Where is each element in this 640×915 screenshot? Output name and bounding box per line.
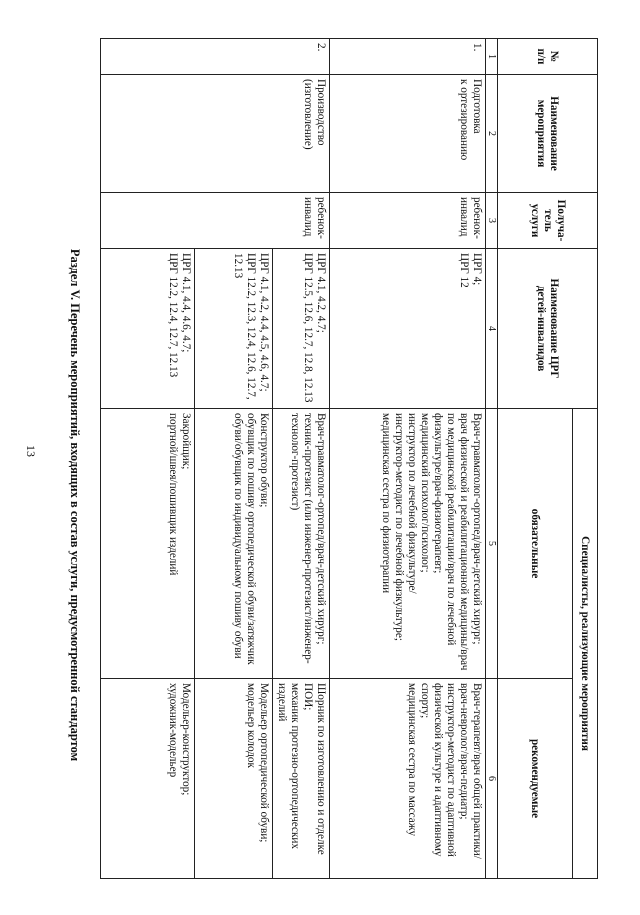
table-row [330,39,486,879]
row-activity-name: Подготовка к ортезированию [330,75,486,193]
row-cpg: ЦРГ 4.1, 4.4, 4.6, 4.7; ЦРГ 12.2, 12.4, 12.7, 12.13 [101,249,195,409]
row-mandatory-specialists: Закройщик; портной/швея/пошивщик изделий [101,409,195,679]
header-activity-name: Наименование мероприятия [498,75,598,193]
activities-table-container [100,38,598,878]
column-number: 6 [486,679,498,879]
row-num: 2. [101,39,330,75]
activities-table [100,38,598,879]
row-recipient: ребенок- инвалид [101,193,330,249]
header-specialists: Специалисты, реализующие мероприятия [573,409,598,879]
table-row [273,39,330,879]
header-recommended: рекомендуемые [498,679,573,879]
row-recommended-specialists: Врач-терапевт/врач общей практики/врач-невролог/врач-педиатр; инструктор-методист по адаптивной физической культуре и адаптивному спорту; медицинская сестра по массажу [330,679,486,879]
row-mandatory-specialists: Врач-травматолог-ортопед/врач-детский хирург; врач физической и реабилитационной медицины/врач по медицинской реабилитации/врач по лечебной физкультуре/врач-физиотерапевт; медицинский психолог/психолог; инструктор по лечебной физкультуре/ инструктор-методист по лечебной физкультуре; медицинская сестра по физиотерапии [330,409,486,679]
row-num: 1. [330,39,486,75]
header-recipient: Получа- тель услуги [498,193,598,249]
table-header-row [573,39,598,879]
row-recipient: ребенок- инвалид [330,193,486,249]
column-number: 1 [486,39,498,75]
row-cpg: ЦРГ 4; ЦРГ 12 [330,249,486,409]
section-title: Раздел V. Перечень мероприятий, входящих в состав услуги, предусмотренной стандартом [68,248,82,762]
row-mandatory-specialists: Конструктор обуви; обувщик по пошиву ортопедической обуви/затяжчик обуви/обувщик по индивидуальному пошиву обуви [195,409,273,679]
row-mandatory-specialists: Врач-травматолог-ортопед/врач-детский хирург; техник-протезист (или инженер-протезист/инженер-технолог-протезист) [273,409,330,679]
row-cpg: ЦРГ 4.1, 4.2, 4.4, 4.5, 4.6, 4.7; ЦРГ 12.2, 12.3, 12.4, 12.6, 12.7, 12.13 [195,249,273,409]
column-number: 3 [486,193,498,249]
row-recommended-specialists: Модельер-конструктор; художник-модельер [101,679,195,879]
column-number-row [486,39,498,879]
row-cpg: ЦРГ 4.1, 4.2, 4.7; ЦРГ 12.5, 12.6, 12.7, 12.8, 12.13 [273,249,330,409]
column-number: 4 [486,249,498,409]
column-number: 5 [486,409,498,679]
column-number: 2 [486,75,498,193]
row-recommended-specialists: Шорник по изготовлению и отделке ПОИ; механик протезно-ортопедических изделий [273,679,330,879]
header-mandatory: обязательные [498,409,573,679]
page-number: 13 [24,445,38,457]
row-recommended-specialists: Модельер ортопедической обуви; модельер колодок [195,679,273,879]
header-cpg-name: Наименование ЦРГ детей-инвалидов [498,249,598,409]
header-num: № п/п [498,39,598,75]
row-activity-name: Производство (изготовление) [101,75,330,193]
